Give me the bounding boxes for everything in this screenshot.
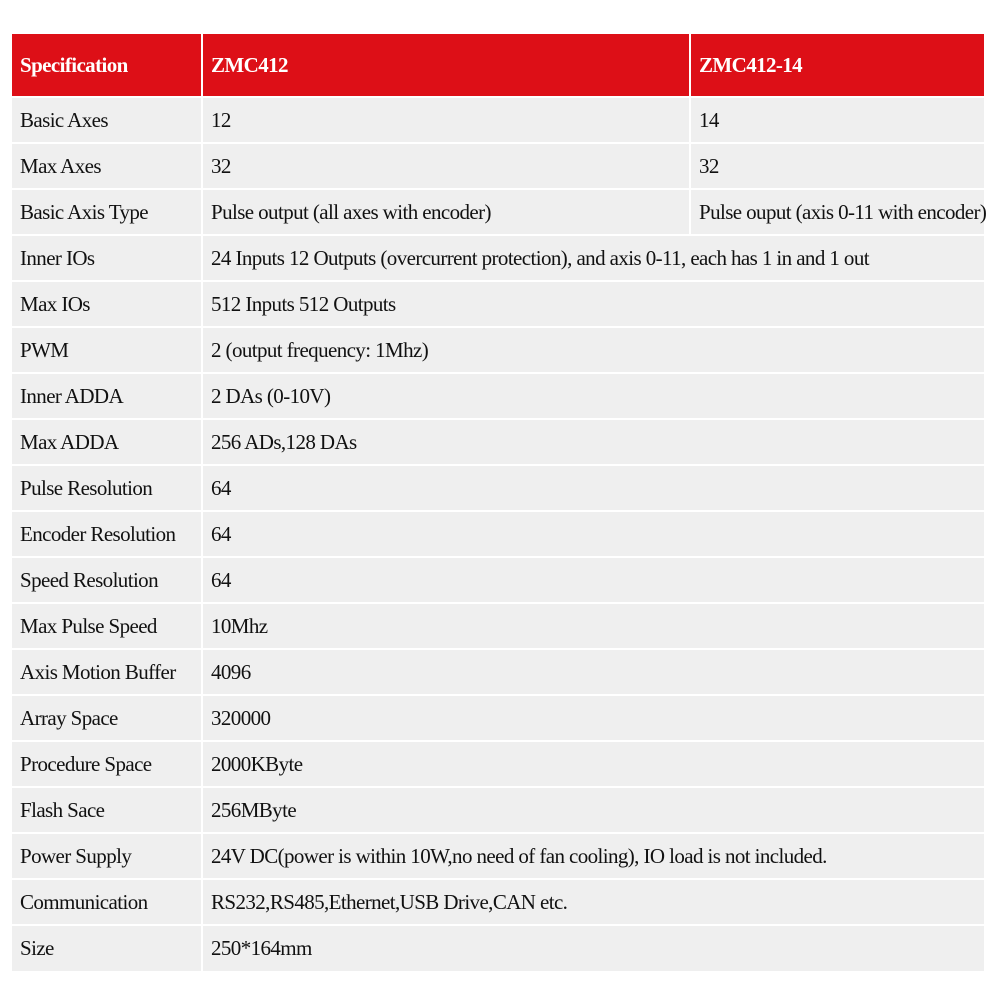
table-row — [12, 511, 984, 557]
row-label: Procedure Space — [12, 741, 202, 787]
value-shared: 256MByte — [202, 787, 984, 833]
value-shared: 24V DC(power is within 10W,no need of fan cooling), IO load is not included. — [202, 833, 984, 879]
header-zmc412: ZMC412 — [202, 34, 690, 97]
table-row — [12, 327, 984, 373]
row-label: Inner IOs — [12, 235, 202, 281]
table-row — [12, 557, 984, 603]
value-shared: 2000KByte — [202, 741, 984, 787]
table-row — [12, 833, 984, 879]
table-row — [12, 879, 984, 925]
value-shared: 24 Inputs 12 Outputs (overcurrent protection), and axis 0-11, each has 1 in and 1 out — [202, 235, 984, 281]
row-label: Communication — [12, 879, 202, 925]
row-label: Max ADDA — [12, 419, 202, 465]
specification-table — [12, 34, 987, 971]
table-header-row — [12, 34, 984, 97]
row-label: Inner ADDA — [12, 373, 202, 419]
value-shared: 2 DAs (0-10V) — [202, 373, 984, 419]
row-label: Max Pulse Speed — [12, 603, 202, 649]
row-label: Array Space — [12, 695, 202, 741]
table-row — [12, 741, 984, 787]
header-specification: Specification — [12, 34, 202, 97]
table-row — [12, 143, 984, 189]
row-label: Size — [12, 925, 202, 971]
value-zmc412-14: 32 — [690, 143, 984, 189]
row-label: Flash Sace — [12, 787, 202, 833]
value-shared: 64 — [202, 511, 984, 557]
table-row — [12, 419, 984, 465]
table-row — [12, 189, 984, 235]
value-shared: 10Mhz — [202, 603, 984, 649]
table-row — [12, 281, 984, 327]
row-label: Max IOs — [12, 281, 202, 327]
value-shared: 64 — [202, 465, 984, 511]
table-row — [12, 603, 984, 649]
row-label: Power Supply — [12, 833, 202, 879]
row-label: Max Axes — [12, 143, 202, 189]
table-row — [12, 235, 984, 281]
row-label: Pulse Resolution — [12, 465, 202, 511]
value-shared: 64 — [202, 557, 984, 603]
value-shared: 4096 — [202, 649, 984, 695]
row-label: Speed Resolution — [12, 557, 202, 603]
value-zmc412-14: Pulse ouput (axis 0-11 with encoder) — [690, 189, 984, 235]
header-zmc412-14: ZMC412-14 — [690, 34, 984, 97]
value-zmc412: 12 — [202, 97, 690, 143]
table-row — [12, 373, 984, 419]
row-label: Basic Axis Type — [12, 189, 202, 235]
value-shared: 250*164mm — [202, 925, 984, 971]
row-label: Encoder Resolution — [12, 511, 202, 557]
value-shared: 320000 — [202, 695, 984, 741]
value-shared: 256 ADs,128 DAs — [202, 419, 984, 465]
row-label: Axis Motion Buffer — [12, 649, 202, 695]
value-shared: 512 Inputs 512 Outputs — [202, 281, 984, 327]
table-row — [12, 465, 984, 511]
table-row — [12, 787, 984, 833]
value-zmc412-14: 14 — [690, 97, 984, 143]
row-label: PWM — [12, 327, 202, 373]
row-label: Basic Axes — [12, 97, 202, 143]
table-row — [12, 649, 984, 695]
value-zmc412: 32 — [202, 143, 690, 189]
value-shared: 2 (output frequency: 1Mhz) — [202, 327, 984, 373]
value-shared: RS232,RS485,Ethernet,USB Drive,CAN etc. — [202, 879, 984, 925]
table-row — [12, 695, 984, 741]
table-row — [12, 925, 984, 971]
table-row — [12, 97, 984, 143]
value-zmc412: Pulse output (all axes with encoder) — [202, 189, 690, 235]
